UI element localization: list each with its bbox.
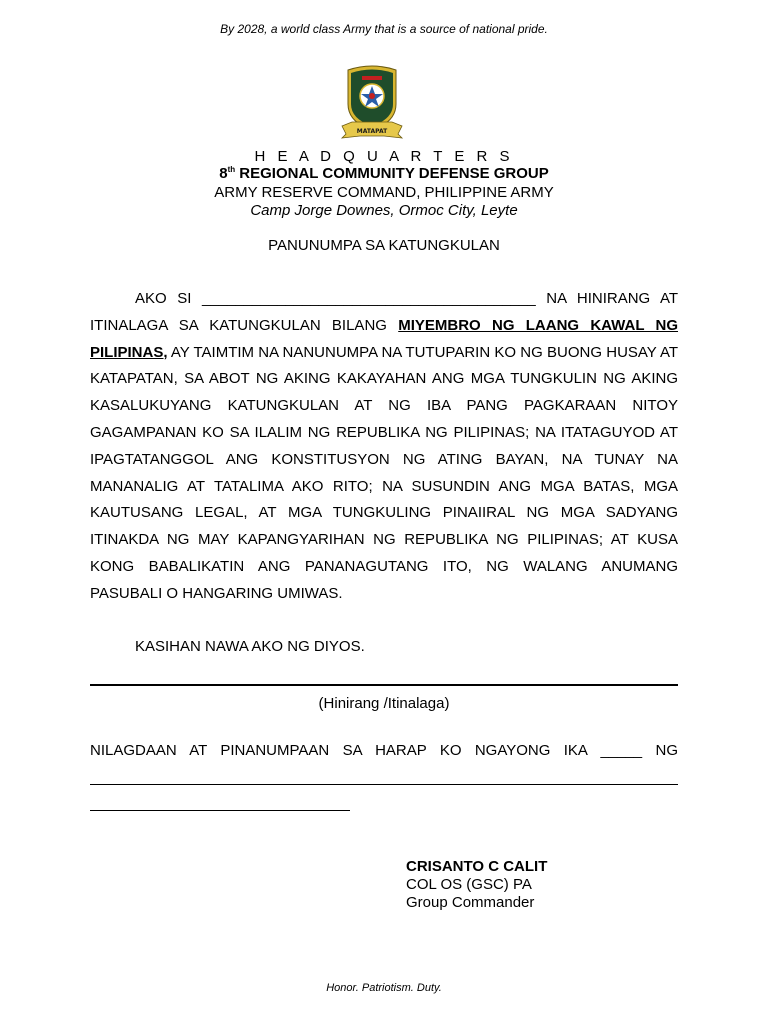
document-title: PANUNUMPA SA KATUNGKULAN bbox=[268, 237, 500, 254]
footer-values: Honor. Patriotism. Duty. bbox=[326, 982, 442, 994]
signature-label: (Hinirang /Itinalaga) bbox=[318, 695, 450, 712]
commander-rank: COL OS (GSC) PA bbox=[406, 876, 532, 893]
place-fill-line bbox=[90, 810, 350, 811]
date-fill-line bbox=[90, 784, 678, 785]
commander-name: CRISANTO C CALIT bbox=[406, 858, 548, 875]
oath-paragraph bbox=[90, 286, 678, 608]
oath-text-part2: AY TAIMTIM NA NANUNUMPA NA TUTUPARIN KO NG BUONG HUSAY AT KATAPATAN, SA ABOT NG AKING KAKAYAHAN ANG MGA TUNGKULIN NG AKING KASALUKUYANG KATUNGKULAN AT NG IBA PANG PAGKARAAN NITOY GAGAMPANAN KO SA ILALIM NG REPUBLIKA NG PILIPINAS; NA ITATAGUYOD AT IPAGTATANGGOL ANG KONSTITUSYON NG ATING BAYAN, NA TUNAY NA MANANALIG AT TATALIMA AKO RITO; NA SUSUNDIN ANG MGA BATAS, MGA KAUTUSANG LEGAL, AT MGA TUNGKULING PINAIIRAL NG MGA SADYANG ITINAKDA NG MAY KAPANGYARIHAN NG REPUBLIKA NG PILIPINAS; AT KUSA KONG BABALIKATIN ANG PANANAGUTANG ITO, NG WALANG ANUMANG PASUBALI O HANGARING UMIWAS. bbox=[90, 343, 678, 602]
header-motto: By 2028, a world class Army that is a source of national pride. bbox=[220, 22, 548, 36]
sworn-statement: NILAGDAAN AT PINANUMPAAN SA HARAP KO NGAYONG IKA _____ NG bbox=[90, 742, 678, 759]
oath-text-part1: AKO SI ________________________________________ NA HINIRANG AT ITINALAGA SA KATUNGKULAN BILANG bbox=[90, 290, 678, 334]
camp-location: Camp Jorge Downes, Ormoc City, Leyte bbox=[250, 202, 518, 219]
commander-position: Group Commander bbox=[406, 894, 535, 911]
command-name: ARMY RESERVE COMMAND, PHILIPPINE ARMY bbox=[214, 184, 554, 201]
oath-emphasis: MIYEMBRO NG LAANG KAWAL NG PILIPINAS, bbox=[90, 316, 679, 361]
blessing-line: KASIHAN NAWA AKO NG DIYOS. bbox=[135, 638, 365, 655]
commander-block bbox=[406, 858, 547, 912]
headquarters-label: H E A D Q U A R T E R S bbox=[254, 148, 514, 165]
unit-name: 8th REGIONAL COMMUNITY DEFENSE GROUP bbox=[219, 165, 549, 182]
logo-banner-text: MATAPAT bbox=[356, 128, 388, 135]
signature-line bbox=[90, 684, 678, 686]
unit-crest-logo bbox=[340, 64, 404, 140]
